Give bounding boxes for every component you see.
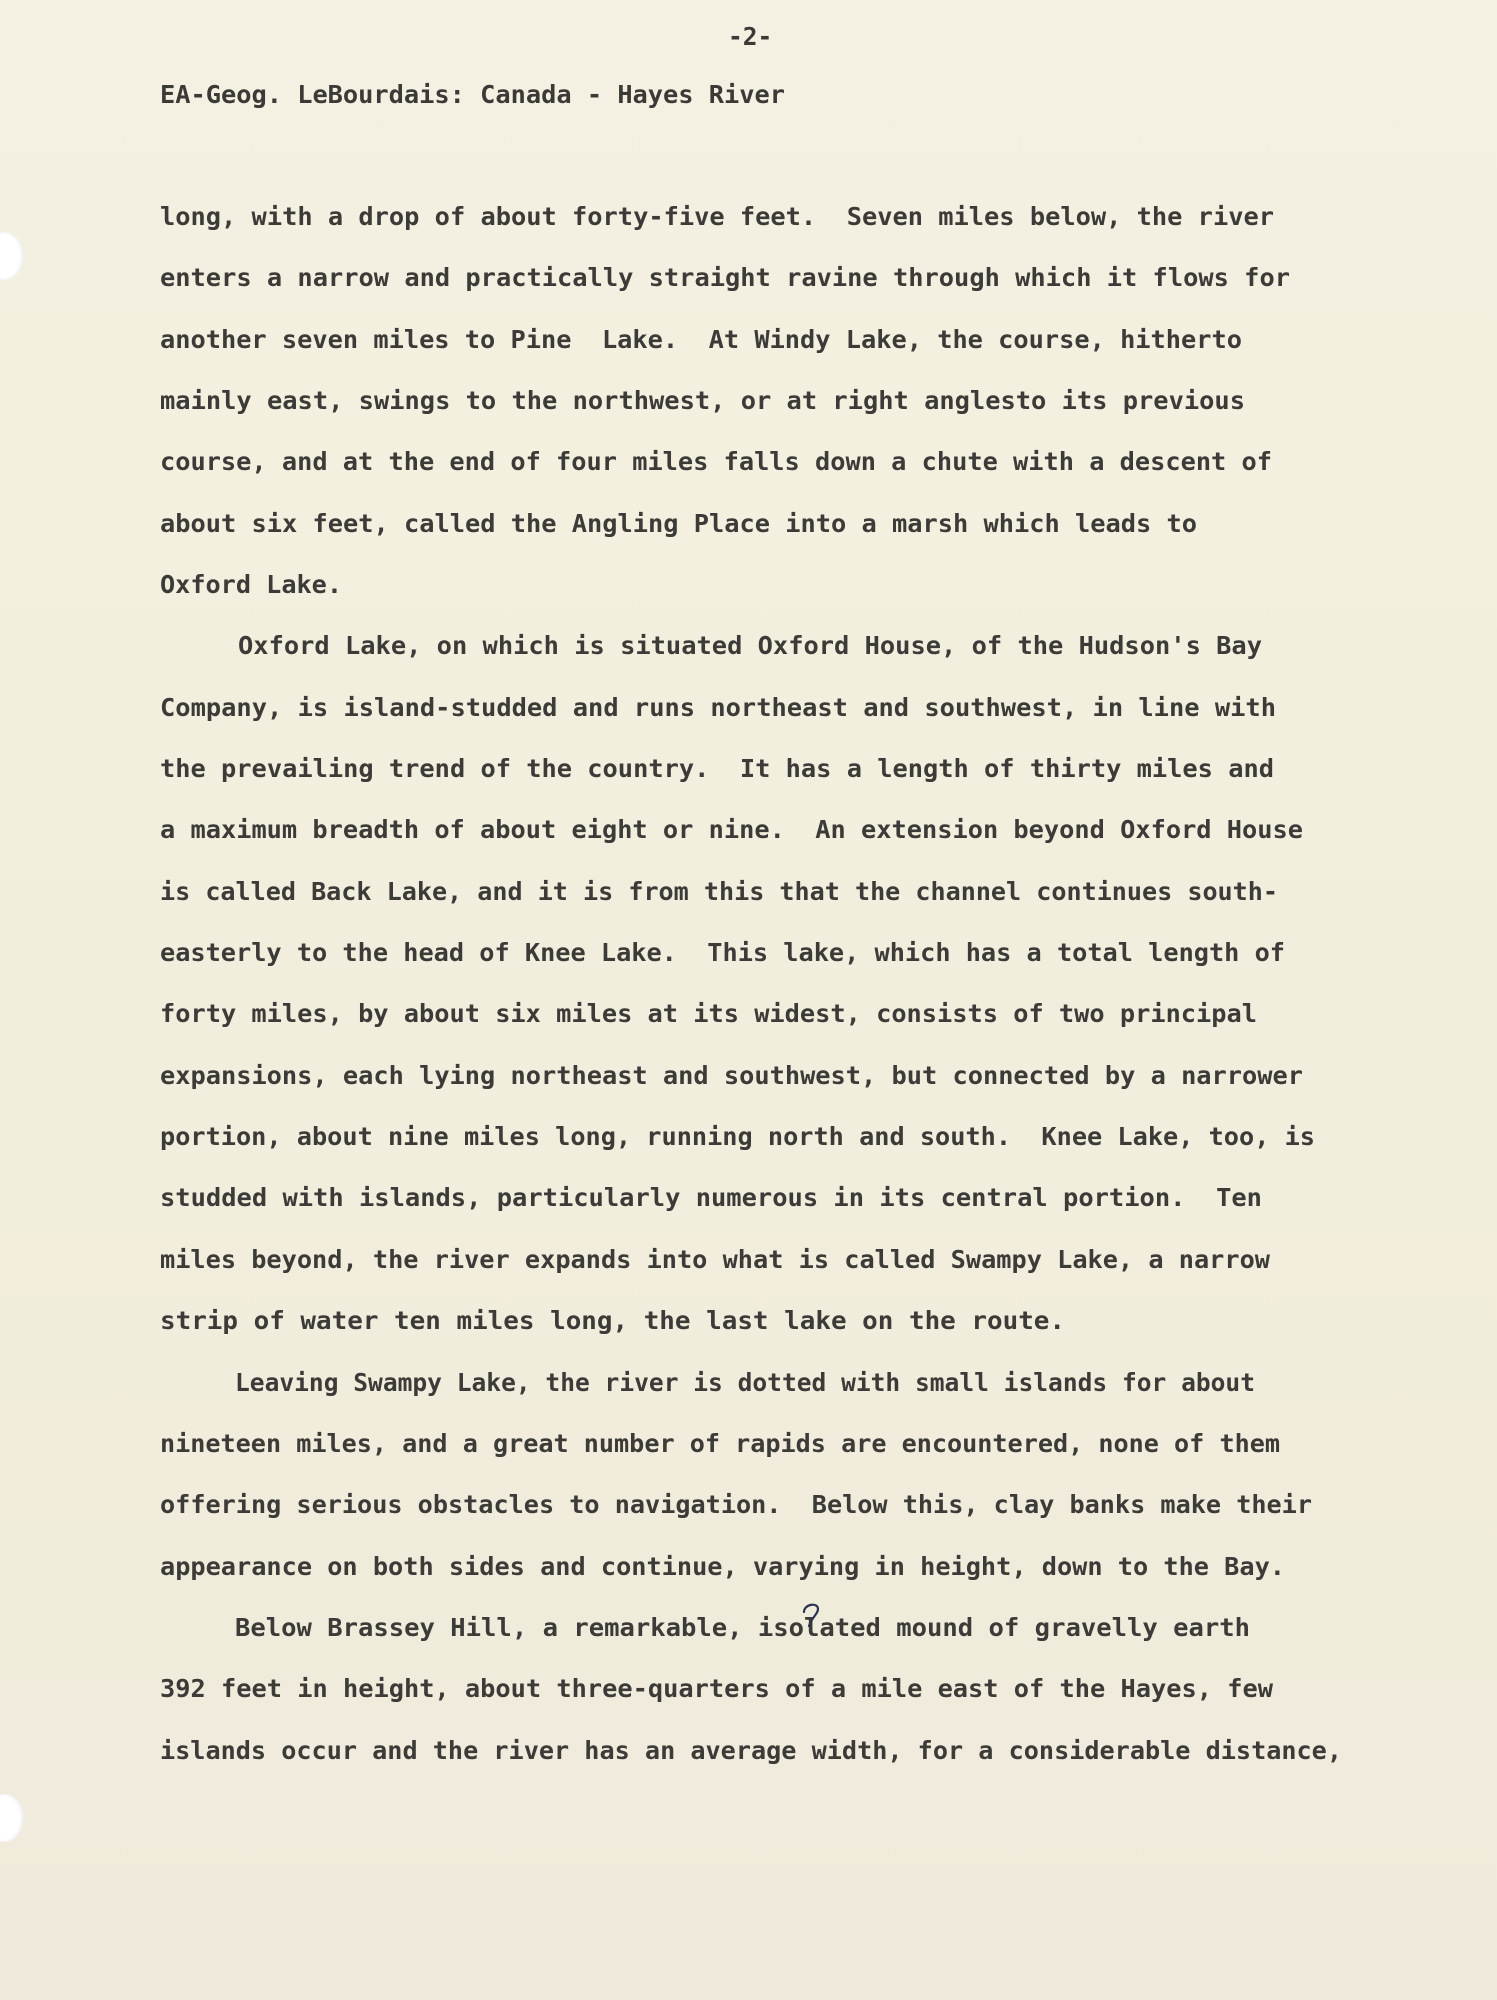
- text-line: mainly east, swings to the northwest, or at right anglesto its previous: [160, 386, 1245, 415]
- text-line: miles beyond, the river expands into what is called Swampy Lake, a narrow: [160, 1245, 1270, 1274]
- text-line: easterly to the head of Knee Lake. This lake, which has a total length of: [160, 938, 1285, 967]
- text-line: forty miles, by about six miles at its widest, consists of two principal: [160, 999, 1257, 1028]
- text-line: about six feet, called the Angling Place into a marsh which leads to: [160, 509, 1197, 538]
- text-line: portion, about nine miles long, running north and south. Knee Lake, too, is: [160, 1122, 1315, 1151]
- text-line: another seven miles to Pine Lake. At Windy Lake, the course, hitherto: [160, 325, 1242, 354]
- page-number: -2-: [728, 22, 773, 51]
- text-line: expansions, each lying northeast and southwest, but connected by a narrower: [160, 1061, 1303, 1090]
- text-line: Oxford Lake, on which is situated Oxford House, of the Hudson's Bay: [238, 631, 1262, 660]
- text-line: a maximum breadth of about eight or nine. An extension beyond Oxford House: [160, 815, 1303, 844]
- text-line: Leaving Swampy Lake, the river is dotted with small islands for about: [235, 1368, 1255, 1397]
- text-line: is called Back Lake, and it is from this that the channel continues south-: [160, 877, 1278, 906]
- text-line: long, with a drop of about forty-five feet. Seven miles below, the river: [160, 202, 1274, 231]
- handwritten-correction-mark: [796, 1598, 826, 1628]
- text-line: Oxford Lake.: [160, 570, 342, 599]
- text-line: course, and at the end of four miles falls down a chute with a descent of: [160, 447, 1272, 476]
- text-line: enters a narrow and practically straight ravine through which it flows for: [160, 263, 1290, 292]
- text-line: offering serious obstacles to navigation. Below this, clay banks make their: [160, 1490, 1312, 1519]
- text-line: the prevailing trend of the country. It has a length of thirty miles and: [160, 754, 1274, 783]
- running-header: EA-Geog. LeBourdais: Canada - Hayes River: [160, 80, 785, 109]
- text-line: studded with islands, particularly numerous in its central portion. Ten: [160, 1183, 1262, 1212]
- text-line: appearance on both sides and continue, varying in height, down to the Bay.: [160, 1552, 1285, 1581]
- text-line: Company, is island-studded and runs northeast and southwest, in line with: [160, 693, 1276, 722]
- text-line: nineteen miles, and a great number of rapids are encountered, none of them: [160, 1429, 1280, 1458]
- text-line: 392 feet in height, about three-quarters of a mile east of the Hayes, few: [160, 1674, 1273, 1703]
- text-line: islands occur and the river has an average width, for a considerable distance,: [160, 1736, 1342, 1765]
- text-line: Below Brassey Hill, a remarkable, isolated mound of gravelly earth: [235, 1613, 1250, 1642]
- text-line: strip of water ten miles long, the last lake on the route.: [160, 1306, 1065, 1335]
